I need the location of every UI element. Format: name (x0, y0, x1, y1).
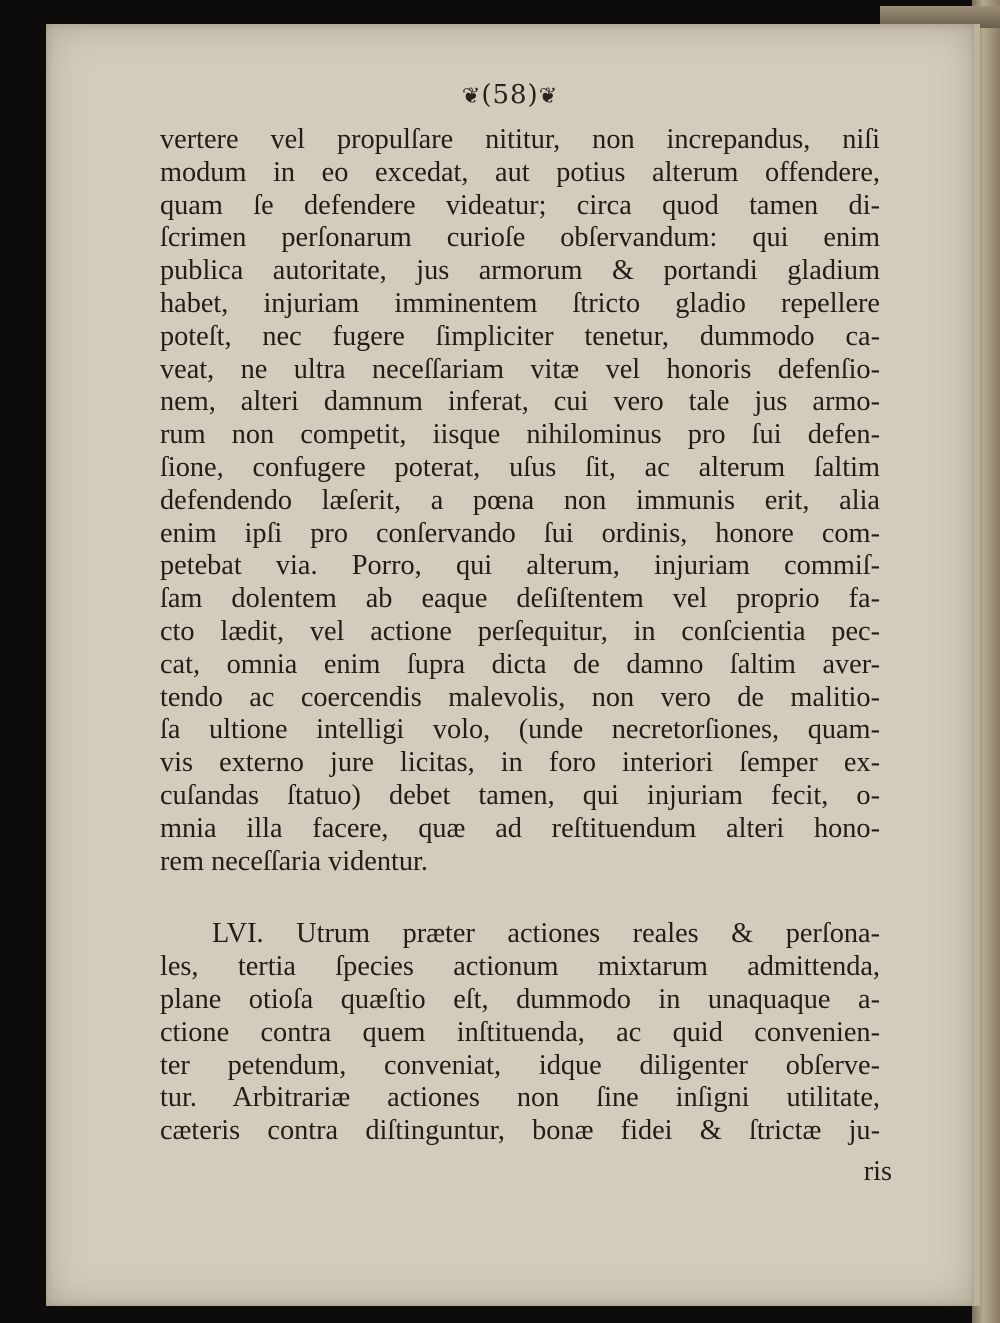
ornament-left-icon: ❦ (461, 84, 482, 109)
text-line: cto lædit, vel actione perſequitur, in conſcientia pec- (160, 615, 880, 647)
text-line: cæteris contra diſtinguntur, bonæ fidei & ſtrictæ ju- (160, 1115, 880, 1147)
text-line: petebat via. Porro, qui alterum, injuriam commiſ- (160, 550, 880, 582)
text-line: poteſt, nec fugere ſimpliciter tenetur, dummodo ca- (160, 320, 880, 352)
text-line: tendo ac coercendis malevolis, non vero de malitio- (160, 681, 880, 713)
ornament-right-icon: ❦ (538, 84, 559, 109)
text-line: rem neceſſaria videntur. (160, 845, 428, 877)
text-line: ter petendum, conveniat, idque diligenter obſerve- (160, 1049, 880, 1081)
text-line: mnia illa facere, quæ ad reſtituendum alteri hono- (160, 812, 880, 844)
page-number: (58) (481, 80, 539, 110)
text-line: ſam dolentem ab eaque deſiſtentem vel proprio fa- (160, 583, 880, 615)
paragraph-gap (160, 878, 880, 918)
text-line: modum in eo excedat, aut potius alterum offendere, (160, 156, 880, 188)
text-line: veat, ne ultra neceſſariam vitæ vel honoris defenſio- (160, 353, 880, 385)
text-line: ctione contra quem inſtituenda, ac quid convenien- (160, 1016, 880, 1048)
page-text (160, 124, 880, 1148)
text-line: nem, alteri damnum inferat, cui vero tale jus armo- (160, 386, 880, 418)
paragraph-2 (160, 918, 880, 1148)
text-line: vertere vel propulſare nititur, non increpandus, niſi (160, 124, 880, 155)
book-page (46, 24, 980, 1306)
text-line: habet, injuriam imminentem ſtricto gladio repellere (160, 287, 880, 319)
text-line: quam ſe defendere videatur; circa quod tamen di- (160, 189, 880, 221)
text-line: cuſandas ſtatuo) debet tamen, qui injuriam fecit, o- (160, 779, 880, 811)
paragraph-1 (160, 124, 880, 878)
text-line: enim ipſi pro conſervando ſui ordinis, honore com- (160, 517, 880, 549)
catchword: ris (863, 1156, 892, 1187)
text-line: les, tertia ſpecies actionum mixtarum admittenda, (160, 951, 880, 983)
text-line: ſione, confugere poterat, uſus ſit, ac alterum ſaltim (160, 451, 880, 483)
page-header (46, 80, 974, 110)
text-line: plane otioſa quæſtio eſt, dummodo in unaquaque a- (160, 983, 880, 1015)
text-line: ſa ultione intelligi volo, (unde necretorſiones, quam- (160, 714, 880, 746)
text-line: ſcrimen perſonarum curioſe obſervandum: qui enim (160, 222, 880, 254)
text-line: LVI. Utrum præter actiones reales & perſona- (212, 918, 880, 950)
text-line: defendendo læſerit, a pœna non immunis erit, alia (160, 484, 880, 516)
text-line: vis externo jure licitas, in foro interiori ſemper ex- (160, 747, 880, 779)
text-line: tur. Arbitrariæ actiones non ſine inſigni utilitate, (160, 1082, 880, 1114)
text-line: cat, omnia enim ſupra dicta de damno ſaltim aver- (160, 648, 880, 680)
text-line: rum non competit, iisque nihilominus pro ſui defen- (160, 419, 880, 451)
text-line: publica autoritate, jus armorum & portandi gladium (160, 255, 880, 287)
